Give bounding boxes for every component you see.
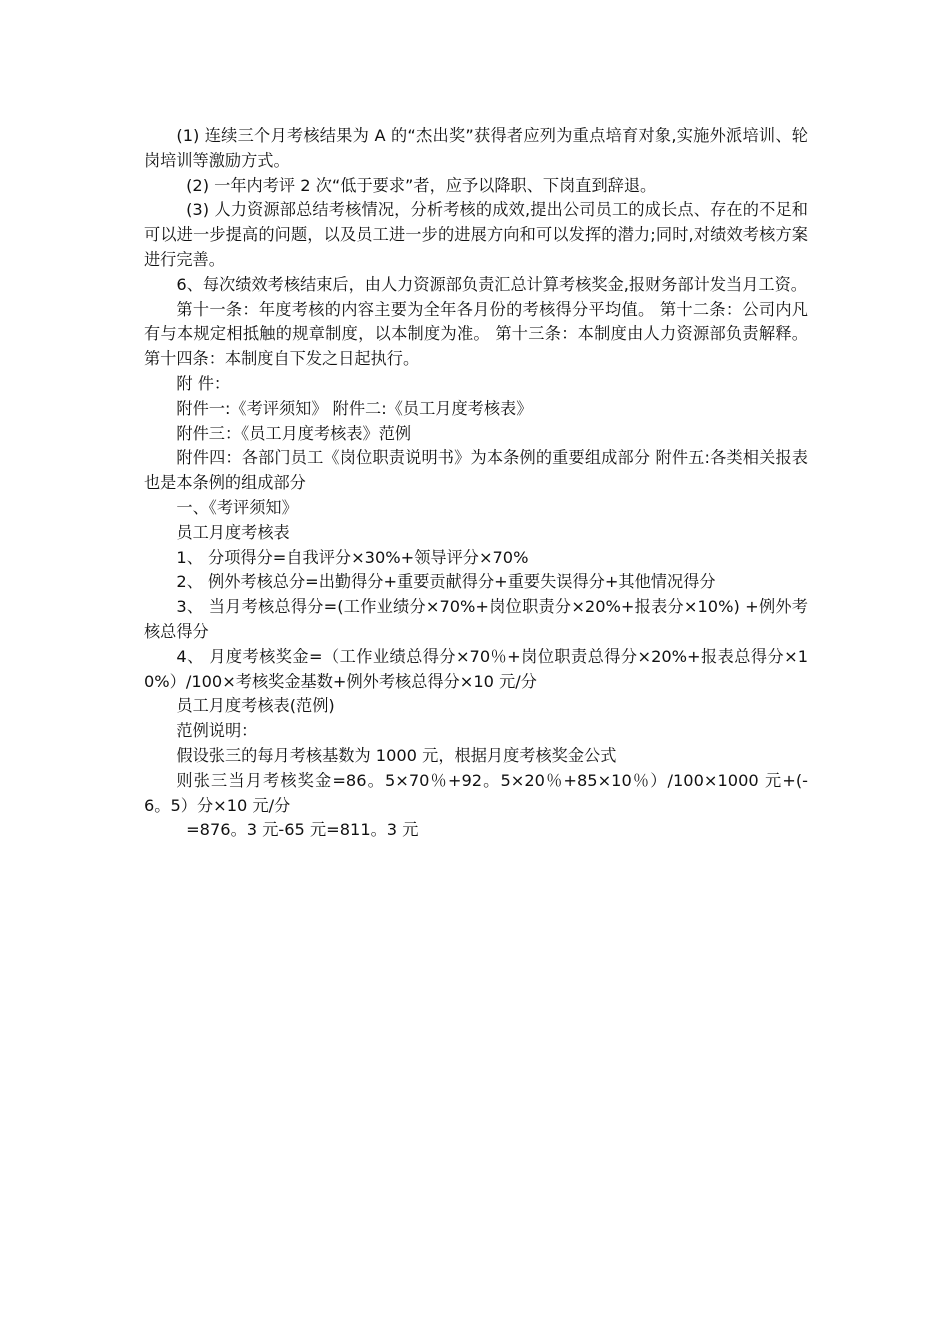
paragraph-attachments-4-5: 附件四：各部门员工《岗位职责说明书》为本条例的重要组成部分 附件五:各类相关报表也是本条例的组成部分 [144, 448, 808, 493]
paragraph-example-calculation: 则张三当月考核奖金=86。5×70％+92。5×20％+85×10％）/100×1000 元+(-6。5）分×10 元/分 [144, 770, 808, 815]
paragraph-monthly-form-title: 员工月度考核表 [176, 522, 290, 542]
paragraph-attachments-1-2: 附件一:《考评须知》 附件二:《员工月度考核表》 [176, 398, 533, 418]
paragraph-example-assumption: 假设张三的每月考核基数为 1000 元，根据月度考核奖金公式 [176, 745, 617, 765]
paragraph-demotion-rule: (2) 一年内考评 2 次“低于要求”者，应予以降职、下岗直到辞退。 [186, 175, 657, 195]
paragraph-formula-3: 3、 当月考核总得分=(工作业绩分×70%+岗位职责分×20%+报表分×10%) +例外考核总得分 [144, 597, 808, 641]
paragraph-hr-summary: (3) 人力资源部总结考核情况，分析考核的成效,提出公司员工的成长点、存在的不足和可以进一步提高的问题，以及员工进一步的进展方向和可以发挥的潜力;同时,对绩效考核方案进行完善。 [144, 200, 808, 269]
paragraph-section-one-title: 一、《考评须知》 [176, 497, 298, 517]
paragraph-formula-2: 2、 例外考核总分=出勤得分+重要贡献得分+重要失误得分+其他情况得分 [176, 572, 716, 592]
paragraph-bonus-calculation: 6、每次绩效考核结束后，由人力资源部负责汇总计算考核奖金,报财务部计发当月工资。 [176, 274, 807, 294]
paragraph-formula-1: 1、 分项得分=自我评分×30%+领导评分×70% [176, 547, 529, 567]
document-body [144, 124, 808, 843]
paragraph-articles-11-14: 第十一条：年度考核的内容主要为全年各月份的考核得分平均值。 第十二条：公司内凡有与本规定相抵触的规章制度，以本制度为准。 第十三条：本制度由人力资源部负责解释。 第十四条：本制度自下发之日起执行。 [144, 299, 808, 369]
paragraph-outstanding-award: (1) 连续三个月考核结果为 A 的“杰出奖”获得者应列为重点培育对象,实施外派培训、轮岗培训等激励方式。 [144, 126, 808, 170]
paragraph-attachment-3: 附件三：《员工月度考核表》范例 [176, 423, 412, 443]
paragraph-example-title: 员工月度考核表(范例) [176, 696, 335, 716]
paragraph-example-result: =876。3 元-65 元=811。3 元 [186, 820, 419, 840]
paragraph-formula-4: 4、 月度考核奖金=（工作业绩总得分×70％+岗位职责总得分×20%+报表总得分×10%）/100×考核奖金基数+例外考核总得分×10 元/分 [144, 646, 808, 691]
paragraph-example-label: 范例说明： [176, 721, 258, 741]
paragraph-attachments-heading: 附 件： [176, 373, 231, 393]
